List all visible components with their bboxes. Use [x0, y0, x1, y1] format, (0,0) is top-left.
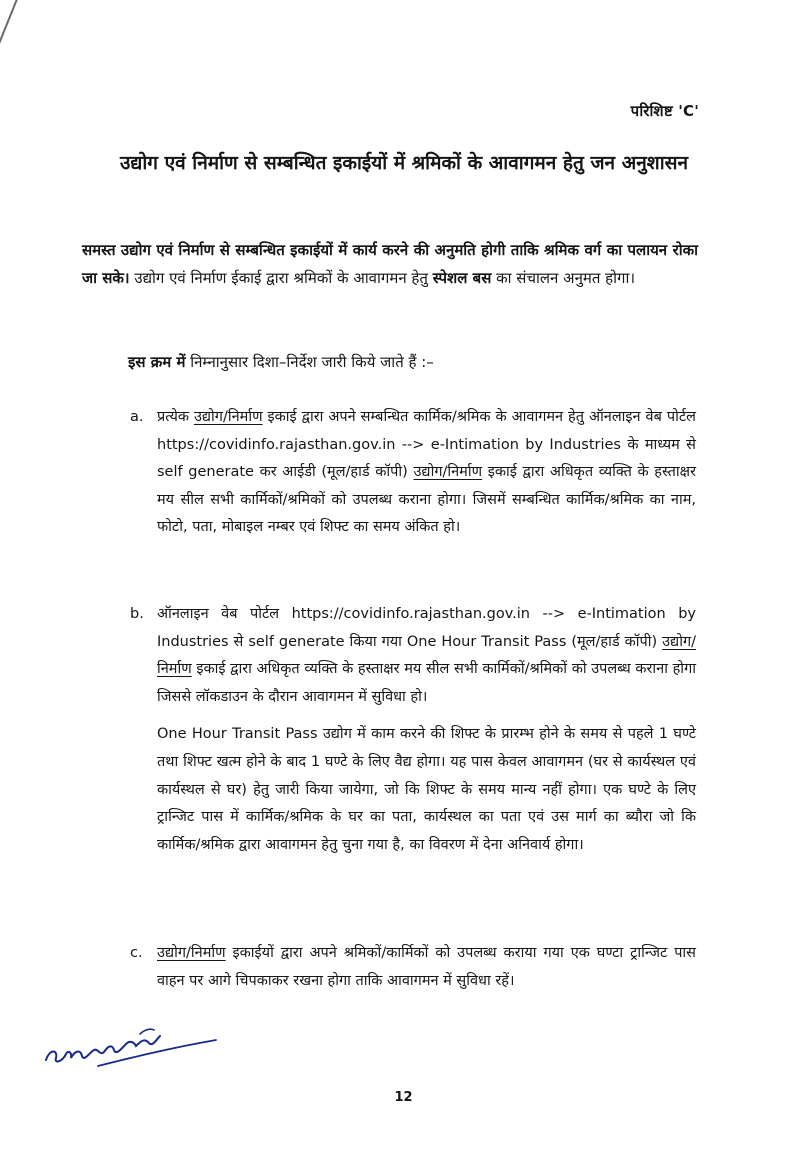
handwritten-signature [40, 1022, 220, 1072]
document-title: उद्योग एवं निर्माण से सम्बन्धित इकाईयों में श्रमिकों के आवागमन हेतु जन अनुशासन [119, 152, 689, 174]
list-item-text [157, 940, 696, 995]
underlined-term: उद्योग/निर्माण [157, 945, 226, 961]
text-run: इकाई द्वारा अधिकृत व्यक्ति के हस्ताक्षर मय सील सभी कार्मिकों/श्रमिकों को उपलब्ध कराना होगा। जिसमें सम्बन्धित कार्मिक/श्रमिक का नाम, फोटो, पता, मोबाइल नम्बर एवं शिफ्ट का समय अंकित हो। [157, 464, 696, 536]
text-run: इकाई द्वारा अधिकृत व्यक्ति के हस्ताक्षर मय सील सभी कार्मिकों/श्रमिकों को उपलब्ध कराना होगा जिससे लॉकडाउन के दौरान आवागमन में सुविधा हो। [157, 661, 696, 705]
intro-paragraph [82, 236, 698, 292]
list-item-b [130, 601, 696, 859]
list-item-text [157, 404, 696, 542]
lead-text: निम्नानुसार दिशा–निर्देश जारी किये जाते हैं :– [185, 353, 434, 371]
underlined-term: उद्योग/निर्माण [413, 464, 483, 481]
intro-bold-text: समस्त उद्योग एवं निर्माण से सम्बन्धित इकाईयों में कार्य करने की अनुमति होगी ताकि श्रमिक वर्ग का पलायन रोका जा सके। [82, 241, 698, 287]
underlined-term: उद्योग/निर्माण [157, 633, 696, 678]
underlined-term: उद्योग/निर्माण [193, 409, 263, 425]
intro-text: उद्योग एवं निर्माण ईकाई द्वारा श्रमिकों के आवागमन हेतु [129, 269, 433, 287]
list-marker: c. [130, 945, 143, 961]
list-marker: b. [130, 606, 144, 622]
text-run: ऑनलाइन वेब पोर्टल https://covidinfo.rajasthan.gov.in --> e-Intimation by Industries से self generate किया गया One Hour Transit Pass (मूल/हार्ड कॉपी) [157, 606, 696, 650]
annexure-label: परिशिष्ट 'C' [630, 102, 699, 120]
intro-text-end: का संचालन अनुमत होगा। [491, 269, 636, 287]
page-number: 12 [394, 1090, 413, 1105]
directions-lead [128, 349, 688, 375]
text-run: इकाई द्वारा अपने सम्बन्धित कार्मिक/श्रमिक के आवागमन हेतु ऑनलाइन वेब पोर्टल https://covidinfo.rajasthan.gov.in --> e-Intimation by Industries के माध्यम से self generate कर आईडी (मूल/हार्ड कॉपी) [157, 409, 696, 481]
list-item-a [130, 404, 696, 542]
text-run: प्रत्येक [157, 409, 194, 425]
intro-bold-special-bus: स्पेशल बस [432, 269, 492, 287]
list-marker: a. [130, 409, 144, 425]
list-item-c [130, 940, 696, 995]
list-item-b-second-paragraph: One Hour Transit Pass उद्योग में काम करने की शिफ्ट के प्रारम्भ होने के समय से पहले 1 घण्टे तथा शिफ्ट खत्म होने के बाद 1 घण्टे के लिए वैद्य होगा। यह पास केवल आवागमन (घर से कार्यस्थल एवं कार्यस्थल से घर) हेतु जारी किया जायेगा, जो कि शिफ्ट के समय मान्य नहीं होगा। एक घण्टे के लिए ट्रान्जिट पास में कार्मिक/श्रमिक के घर का पता, कार्यस्थल का पता एवं उस मार्ग का ब्यौरा जो कि कार्मिक/श्रमिक द्वारा आवागमन हेतु चुना गया है, का विवरण में देना अनिवार्य होगा। [157, 726, 696, 853]
list-item-text [157, 601, 696, 711]
margin-pen-stroke [0, 0, 45, 61]
lead-bold: इस क्रम में [128, 353, 186, 371]
text-run: इकाईयों द्वारा अपने श्रमिकों/कार्मिकों को उपलब्ध कराया गया एक घण्टा ट्रान्जिट पास वाहन पर आगे चिपकाकर रखना होगा ताकि आवागमन में सुविधा रहें। [157, 945, 696, 989]
